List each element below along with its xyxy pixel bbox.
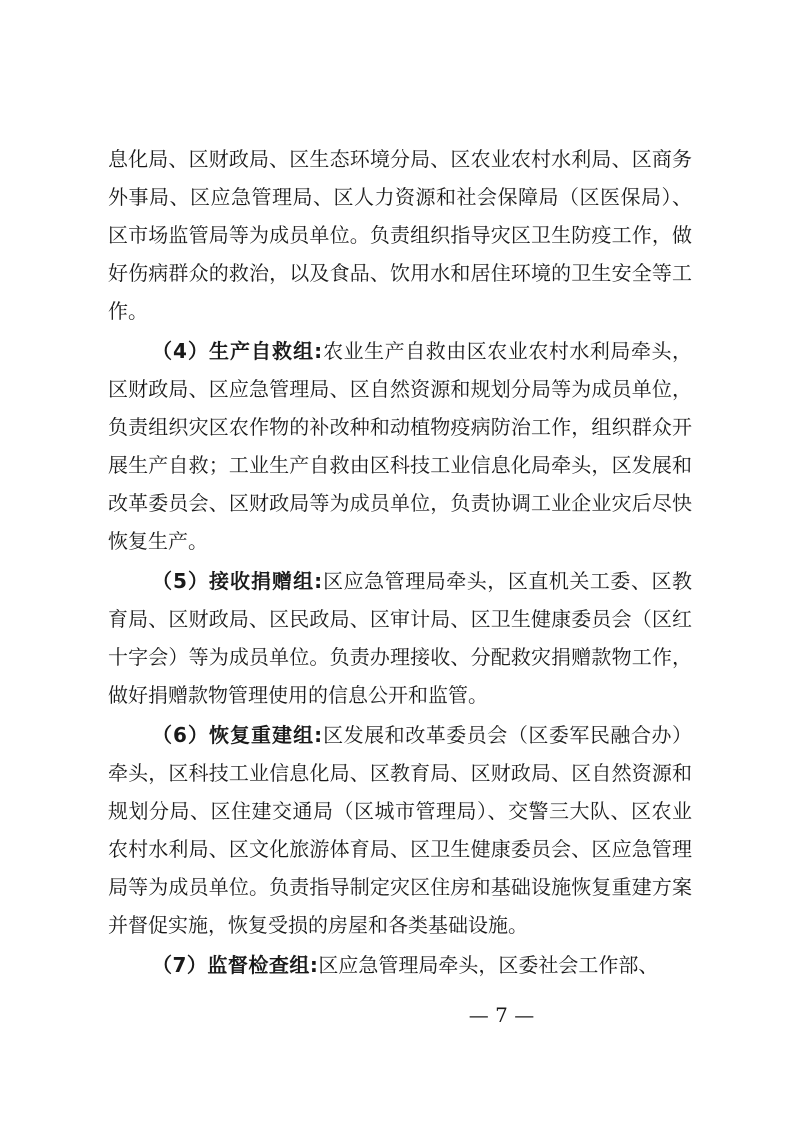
paragraph-text: 农业生产自救由区农业农村水利局牵头，区财政局、区应急管理局、区自然资源和规划分局等为成员单位，负责组织灾区农作物的补改种和动植物疫病防治工作，组织群众开展生产自救；工业生产自救由区科技工业信息化局牵头，区发展和改革委员会、区财政局等为成员单位，负责协调工业企业灾后尽快恢复生产。 bbox=[108, 339, 692, 553]
section-heading: （4）生产自救组: bbox=[152, 339, 323, 363]
paragraph-supervision bbox=[108, 946, 692, 984]
section-heading: （5）接收捐赠组: bbox=[152, 569, 323, 593]
section-heading: （6）恢复重建组: bbox=[152, 723, 323, 747]
page-number: — 7 — bbox=[468, 1003, 535, 1027]
paragraph-text: 区应急管理局牵头，区直机关工委、区教育局、区财政局、区民政局、区审计局、区卫生健康委员会（区红十字会）等为成员单位。负责办理接收、分配救灾捐赠款物工作，做好捐赠款物管理使用的信息公开和监管。 bbox=[108, 569, 692, 707]
paragraph-text: 区应急管理局牵头，区委社会工作部、 bbox=[318, 953, 659, 977]
paragraph-production-self-help bbox=[108, 332, 692, 560]
document-body bbox=[108, 140, 692, 984]
paragraph-continued bbox=[108, 140, 692, 330]
section-heading: （7）监督检查组: bbox=[152, 953, 319, 977]
paragraph-donation-receiving bbox=[108, 562, 692, 714]
paragraph-reconstruction bbox=[108, 716, 692, 944]
paragraph-text: 息化局、区财政局、区生态环境分局、区农业农村水利局、区商务外事局、区应急管理局、区人力资源和社会保障局（区医保局）、区市场监管局等为成员单位。负责组织指导灾区卫生防疫工作，做好伤病群众的救治，以及食品、饮用水和居住环境的卫生安全等工作。 bbox=[108, 147, 692, 323]
paragraph-text: 区发展和改革委员会（区委军民融合办）牵头，区科技工业信息化局、区教育局、区财政局、区自然资源和规划分局、区住建交通局（区城市管理局）、交警三大队、区农业农村水利局、区文化旅游体育局、区卫生健康委员会、区应急管理局等为成员单位。负责指导制定灾区住房和基础设施恢复重建方案并督促实施，恢复受损的房屋和各类基础设施。 bbox=[108, 723, 692, 937]
